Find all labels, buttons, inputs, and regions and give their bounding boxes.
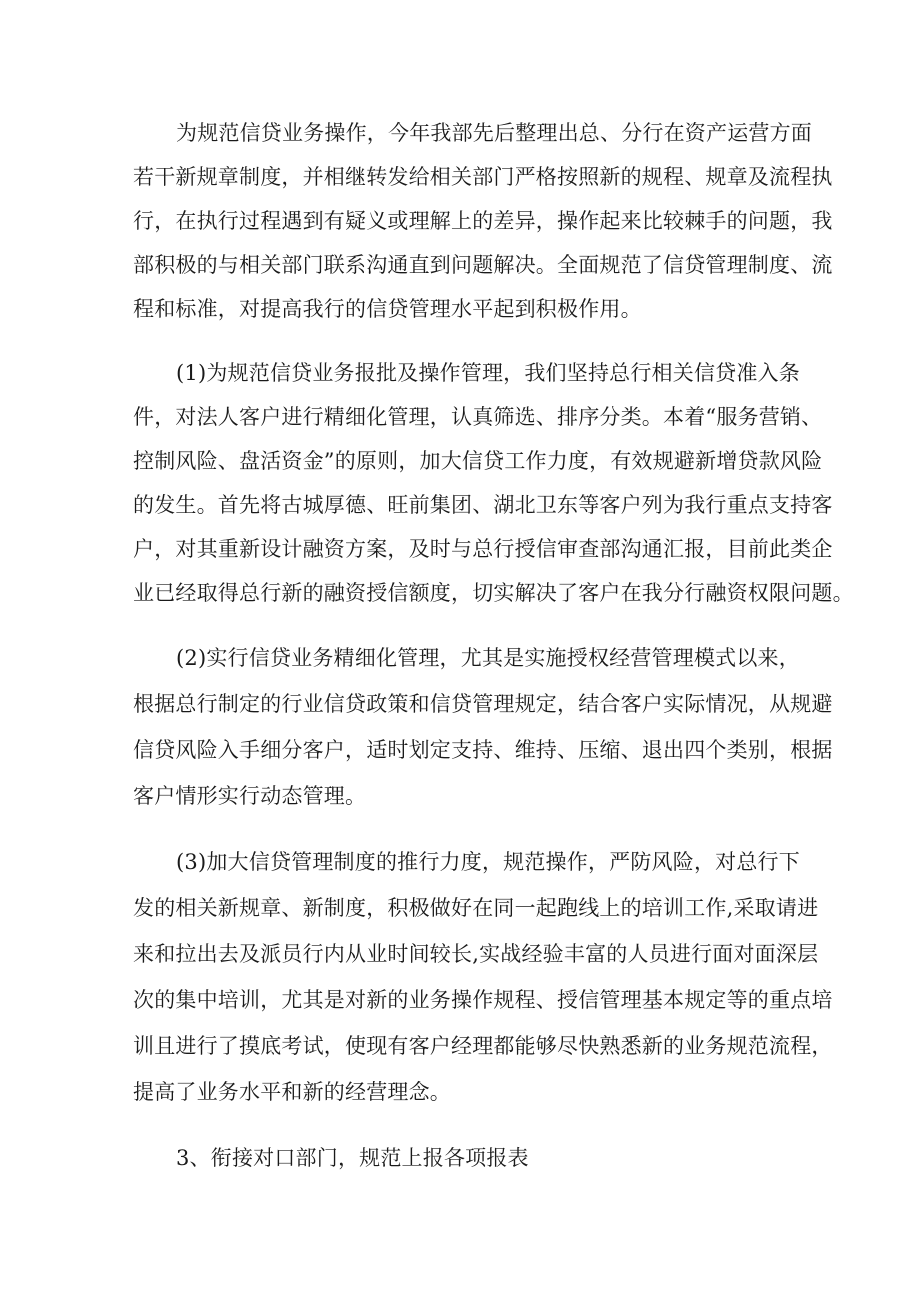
paragraph-line: 若干新规章制度，并相继转发给相关部门严格按照新的规程、规章及流程执 bbox=[133, 165, 833, 189]
paragraph-line: 信贷风险入手细分客户，适时划定支持、维持、压缩、退出四个类别，根据 bbox=[133, 738, 833, 762]
section-heading: 3、衔接对口部门，规范上报各项报表 bbox=[176, 1146, 529, 1170]
paragraph-line: 程和标准，对提高我行的信贷管理水平起到积极作用。 bbox=[133, 297, 642, 321]
paragraph-line: 的发生。首先将古城厚德、旺前集团、湖北卫东等客户列为我行重点支持客 bbox=[133, 493, 833, 517]
paragraph-line: 发的相关新规章、新制度，积极做好在同一起跑线上的培训工作,采取请进 bbox=[133, 896, 819, 920]
paragraph-line: 行，在执行过程遇到有疑义或理解上的差异，操作起来比较棘手的问题，我 bbox=[133, 209, 833, 233]
paragraph-line: 控制风险、盘活资金”的原则，加大信贷工作力度，有效规避新增贷款风险 bbox=[133, 449, 823, 473]
paragraph-line: 为规范信贷业务操作，今年我部先后整理出总、分行在资产运营方面 bbox=[176, 121, 812, 145]
paragraph-line: 客户情形实行动态管理。 bbox=[133, 784, 367, 808]
paragraph-line: 训且进行了摸底考试，使现有客户经理都能够尽快熟悉新的业务规范流程， bbox=[133, 1034, 833, 1058]
paragraph-line: 次的集中培训，尤其是对新的业务操作规程、授信管理基本规定等的重点培 bbox=[133, 988, 833, 1012]
paragraph-line: 户，对其重新设计融资方案，及时与总行授信审查部沟通汇报，目前此类企 bbox=[133, 537, 833, 561]
paragraph-line: (2)实行信贷业务精细化管理，尤其是实施授权经营管理模式以来， bbox=[176, 646, 800, 670]
paragraph-line: 业已经取得总行新的融资授信额度，切实解决了客户在我分行融资权限问题。 bbox=[133, 581, 854, 605]
paragraph-line: 件，对法人客户进行精细化管理，认真筛选、排序分类。本着“服务营销、 bbox=[133, 405, 823, 429]
paragraph-line: (1)为规范信贷业务报批及操作管理，我们坚持总行相关信贷准入条 bbox=[176, 361, 800, 385]
paragraph-line: 来和拉出去及派员行内从业时间较长,实战经验丰富的人员进行面对面深层 bbox=[133, 942, 819, 966]
paragraph-line: 提高了业务水平和新的经营理念。 bbox=[133, 1080, 451, 1104]
paragraph-line: 根据总行制定的行业信贷政策和信贷管理规定，结合客户实际情况，从规避 bbox=[133, 692, 833, 716]
paragraph-line: 部积极的与相关部门联系沟通直到问题解决。全面规范了信贷管理制度、流 bbox=[133, 253, 833, 277]
paragraph-line: (3)加大信贷管理制度的推行力度，规范操作，严防风险，对总行下 bbox=[176, 850, 800, 874]
